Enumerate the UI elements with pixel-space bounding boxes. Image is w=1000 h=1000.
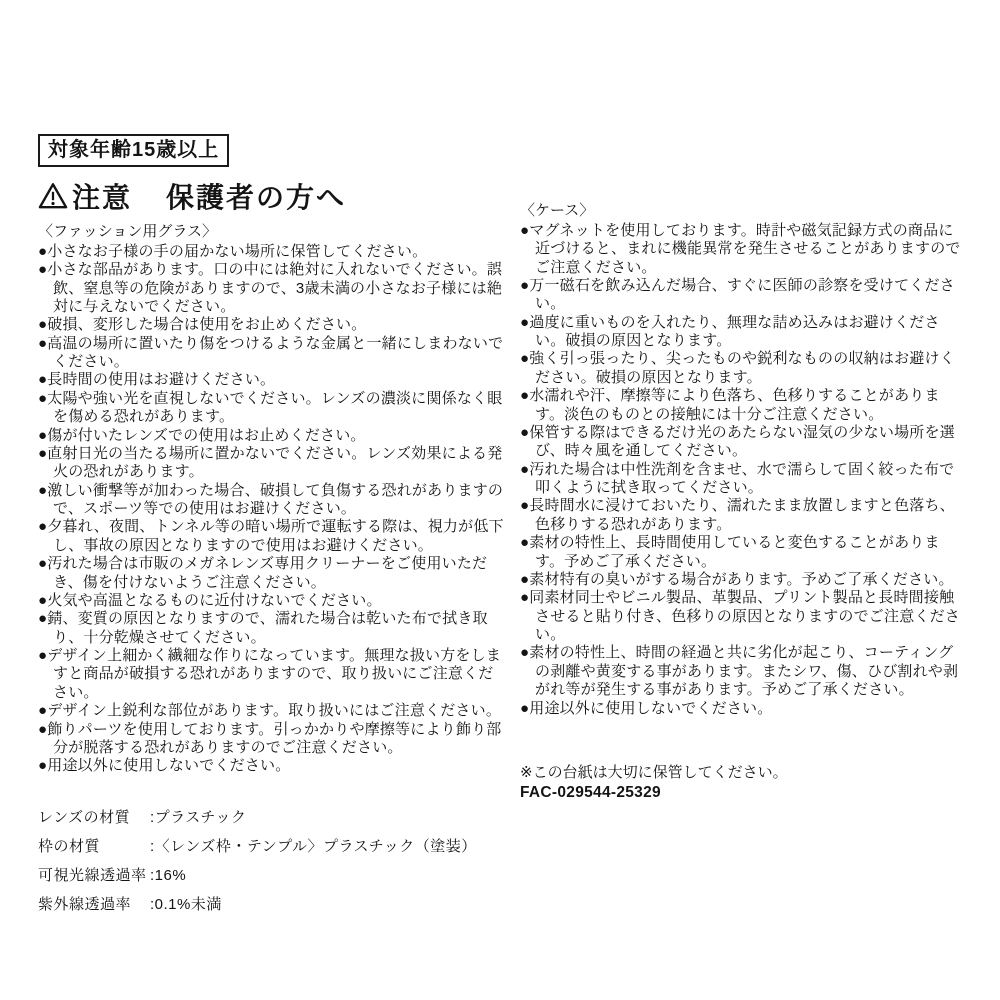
material-label: 可視光線透過率 <box>38 867 147 885</box>
fashion-glasses-caution-list <box>38 243 508 776</box>
section-title-case: 〈ケース〉 <box>520 202 595 219</box>
sheet-content <box>38 134 968 920</box>
material-value: :〈レンズ枠・テンプル〉プラスチック（塗装） <box>150 837 477 855</box>
caution-item: ●汚れた場合は中性洗剤を含ませ、水で濡らして固く絞った布で叩くように拭き取ってください。 <box>520 460 955 496</box>
caution-item: ●激しい衝撃等が加わった場合、破損して負傷する恐れがありますので、スポーツ等での使用はお避けください。 <box>38 481 504 517</box>
caution-item: ●長時間の使用はお避けください。 <box>38 371 276 389</box>
heading-caution-text: 注意 <box>72 182 133 213</box>
material-row <box>38 861 508 890</box>
material-row <box>38 890 508 919</box>
caution-item: ●マグネットを使用しております。時計や磁気記録方式の商品に近づけると、まれに機能異常を発生させることがありますのでご注意ください。 <box>520 221 961 276</box>
caution-item: ●同素材同士やビニル製品、革製品、プリント製品と長時間接触させると貼り付き、色移りの原因となりますのでご注意ください。 <box>520 589 961 643</box>
heading-guardian-text: 保護者の方へ <box>166 182 347 213</box>
left-column <box>38 134 508 920</box>
age-restriction-box: 対象年齢15歳以上 <box>38 134 229 167</box>
caution-item: ●素材の特性上、長時間使用していると変色することがあります。予めご了承ください。 <box>520 534 940 570</box>
caution-item: ●飾りパーツを使用しております。引っかかりや摩擦等により飾り部分が脱落する恐れがありますのでご注意ください。 <box>38 720 502 756</box>
caution-item: ●傷が付いたレンズでの使用はお止めください。 <box>38 426 366 444</box>
section-title-fashion-glasses: 〈ファッション用グラス〉 <box>38 223 217 240</box>
material-value: :0.1%未満 <box>150 896 222 914</box>
material-label: 紫外線透過率 <box>38 896 132 914</box>
right-column <box>520 134 968 920</box>
caution-item: ●過度に重いものを入れたり、無理な詰め込みはお避けください。破損の原因となります。 <box>520 313 940 349</box>
keep-card-note: ※この台紙は大切に保管してください。 <box>520 763 788 781</box>
caution-item: ●素材特有の臭いがする場合があります。予めご了承ください。 <box>520 570 954 588</box>
caution-item: ●破損、変形した場合は使用をお止めください。 <box>38 316 367 334</box>
caution-item: ●用途以外に使用しないでください。 <box>520 699 773 717</box>
caution-item: ●錆、変質の原因となりますので、濡れた場合は乾いた布で拭き取り、十分乾燥させてください。 <box>38 610 488 646</box>
material-row <box>38 803 508 832</box>
material-row <box>38 832 508 861</box>
product-code: FAC-029544-25329 <box>520 783 661 801</box>
material-label: 枠の材質 <box>38 837 101 855</box>
caution-item: ●直射日光の当たる場所に置かないでください。レンズ効果による発火の恐れがあります。 <box>38 444 503 481</box>
warning-triangle-icon <box>38 182 68 210</box>
material-value: :16% <box>150 867 187 885</box>
caution-heading <box>38 176 508 216</box>
caution-item: ●長時間水に浸けておいたり、濡れたまま放置しますと色落ち、色移りする恐れがあります。 <box>520 497 955 533</box>
caution-item: ●水濡れや汗、摩擦等により色落ち、色移りすることがあります。淡色のものとの接触には十分ご注意ください。 <box>520 387 940 423</box>
caution-item: ●太陽や強い光を直視しないでください。レンズの濃淡に関係なく眼を傷める恐れがあります。 <box>38 389 503 426</box>
caution-item: ●用途以外に使用しないでください。 <box>38 757 291 775</box>
caution-item: ●火気や高温となるものに近付けないでください。 <box>38 591 382 609</box>
caution-item: ●汚れた場合は市販のメガネレンズ専用クリーナーをご使用いただき、傷を付けないようご注意ください。 <box>38 555 488 591</box>
material-value: :プラスチック <box>150 808 247 826</box>
caution-item: ●高温の場所に置いたり傷をつけるような金属と一緒にしまわないでください。 <box>38 334 504 370</box>
caution-item: ●デザイン上細かく繊細な作りになっています。無理な扱い方をしますと商品が破損する恐れがありますので、取り扱いにご注意ください。 <box>38 647 502 701</box>
caution-item: ●デザイン上鋭利な部位があります。取り扱いにはご注意ください。 <box>38 702 502 720</box>
caution-item: ●保管する際はできるだけ光のあたらない湿気の少ない場所を選び、時々風を通してください。 <box>520 423 955 460</box>
materials-spec-list <box>38 803 508 920</box>
material-label: レンズの材質 <box>38 808 131 826</box>
caution-item: ●小さな部品があります。口の中には絶対に入れないでください。誤飲、窒息等の危険がありますので、3歳未満の小さなお子様には絶対に与えないでください。 <box>38 261 503 315</box>
case-caution-list <box>520 222 968 718</box>
caution-item: ●万一磁石を飲み込んだ場合、すぐに医師の診察を受けてください。 <box>520 276 955 313</box>
caution-item: ●夕暮れ、夜間、トンネル等の暗い場所で運転する際は、視力が低下し、事故の原因となりますので使用はお避けください。 <box>38 518 504 554</box>
caution-item: ●素材の特性上、時間の経過と共に劣化が起こり、コーティングの剥離や黄変する事があります。またシワ、傷、ひび割れや剥がれ等が発生する事があります。予めご了承ください。 <box>520 644 959 699</box>
caution-item: ●強く引っ張ったり、尖ったものや鋭利なものの収納はお避けください。破損の原因となります。 <box>520 350 955 386</box>
caution-item: ●小さなお子様の手の届かない場所に保管してください。 <box>38 242 428 260</box>
